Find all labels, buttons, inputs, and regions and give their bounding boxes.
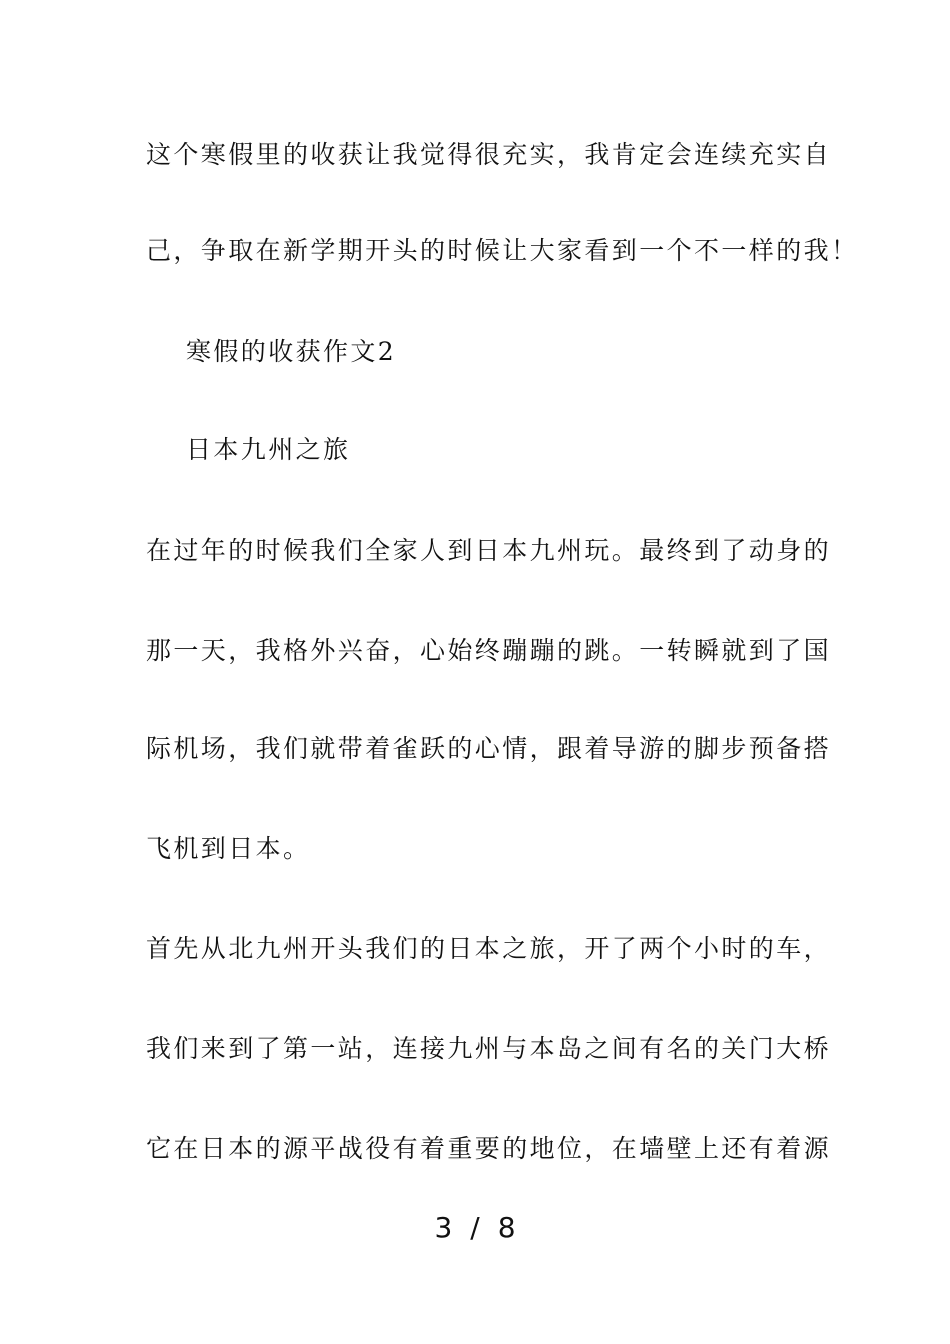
essay-title: 日本九州之旅 <box>186 435 351 464</box>
page-number <box>0 1210 950 1246</box>
paragraph-line: 己，争取在新学期开头的时候让大家看到一个不一样的我！ <box>146 236 859 265</box>
paragraph-line: 它在日本的源平战役有着重要的地位，在墙壁上还有着源 <box>146 1134 832 1163</box>
paragraph-line: 飞机到日本。 <box>146 834 311 863</box>
current-page-number: 3 <box>434 1211 453 1244</box>
page-separator: / <box>470 1211 480 1244</box>
paragraph-line: 际机场，我们就带着雀跃的心情，跟着导游的脚步预备搭 <box>146 734 832 763</box>
paragraph-line: 那一天，我格外兴奋，心始终蹦蹦的跳。一转瞬就到了国 <box>146 636 832 665</box>
paragraph-line: 我们来到了第一站，连接九州与本岛之间有名的关门大桥 <box>146 1034 832 1063</box>
paragraph-line: 在过年的时候我们全家人到日本九州玩。最终到了动身的 <box>146 536 832 565</box>
total-pages-number: 8 <box>497 1211 516 1244</box>
paragraph-line: 首先从北九州开头我们的日本之旅，开了两个小时的车， <box>146 934 832 963</box>
section-title: 寒假的收获作文2 <box>186 337 397 366</box>
paragraph-line: 这个寒假里的收获让我觉得很充实，我肯定会连续充实自 <box>146 140 832 169</box>
